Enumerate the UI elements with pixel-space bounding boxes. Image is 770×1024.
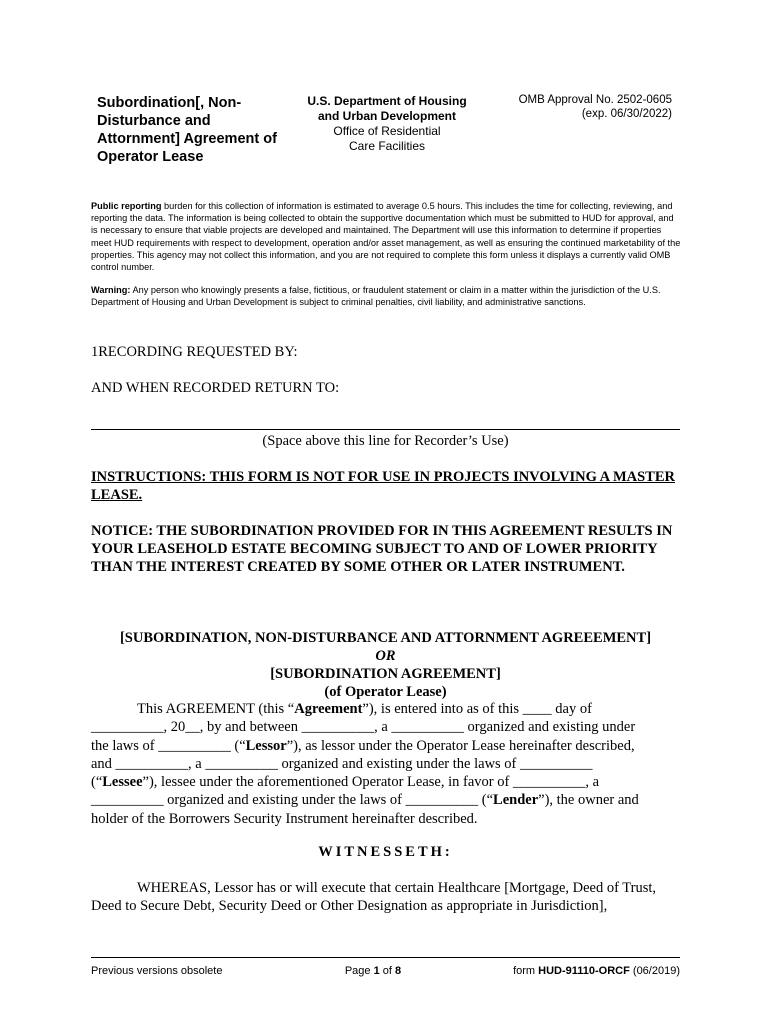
page-total: 8 <box>395 965 402 977</box>
whereas-line-1: WHEREAS, Lessor has or will execute that certain Healthcare [Mortgage, Deed of Trust, <box>137 880 657 896</box>
agreement-text: __________ organized and existing under the laws of __________ (“ <box>91 792 494 809</box>
footer-page-number <box>318 965 428 977</box>
agreement-line-6 <box>91 791 680 809</box>
warning-notice <box>91 284 681 308</box>
agreement-line-3 <box>91 737 680 755</box>
agency-line-4: Care Facilities <box>348 139 426 153</box>
heading-line-3: (of Operator Lease) <box>324 684 447 700</box>
heading-or: OR <box>375 648 396 664</box>
lender-term: Lender <box>493 792 539 809</box>
agency-line-3: Office of Residential <box>333 124 441 138</box>
agreement-line-4: and __________, a __________ organized and existing under the laws of __________ <box>91 755 593 772</box>
public-reporting-label: Public reporting <box>91 201 162 211</box>
warning-text: Any person who knowingly presents a false, fictitious, or fraudulent statement or claim in a matter within the jurisdiction of the U.S. Department of Housing and Urban Development is subject to criminal penalties, civil liability, and administrative sanctions. <box>91 285 661 308</box>
lessee-term: Lessee <box>102 774 143 791</box>
footer-divider <box>91 957 680 958</box>
heading-line-2-text: [SUBORDINATION AGREEMENT] <box>270 666 501 682</box>
agreement-term: Agreement <box>294 701 363 717</box>
page-label: Page <box>344 965 374 977</box>
whereas-line-2: Deed to Secure Debt, Security Deed or Other Designation as appropriate in Jurisdiction], <box>91 898 608 915</box>
footer-obsolete-note: Previous versions obsolete <box>91 965 223 977</box>
whereas-paragraph <box>91 879 686 916</box>
warning-label: Warning: <box>91 285 131 295</box>
agreement-text: ”), is entered into as of this ____ day of <box>362 701 592 717</box>
agreement-text: ”), as lessor under the Operator Lease hereinafter described, <box>286 737 635 754</box>
agency-line-1: U.S. Department of Housing <box>307 94 467 108</box>
agreement-paragraph <box>91 700 680 828</box>
agreement-line-7: holder of the Borrowers Security Instrument hereinafter described. <box>91 810 478 827</box>
form-date: (06/2019) <box>629 965 680 977</box>
public-reporting-text: burden for this collection of information is estimated to average 0.5 hours. This includes the time for collecting, reviewing, and reporting the data. The information is being collected to obtain the supportive documentation which must be submitted to HUD for approval, and is necessary to ensure that viable projects are developed and maintained. The Department will use this information to determine if properties meet HUD requirements with respect to development, operation and/or asset management, as well as ensuring the continued marketability of the properties. This agency may not collect this information, and you are not required to complete this form unless it displays a currently valid OMB control number. <box>91 201 681 273</box>
agreement-text: ”), the owner and <box>538 792 639 809</box>
heading-line-1: [SUBORDINATION, NON-DISTURBANCE AND ATTORNMENT AGREEEMENT] <box>119 630 652 646</box>
form-number: HUD-91110-ORCF <box>538 965 630 977</box>
agency-line-2: and Urban Development <box>317 109 457 123</box>
public-reporting-notice <box>91 200 681 273</box>
omb-approval <box>500 93 672 121</box>
lessor-term: Lessor <box>245 737 287 754</box>
omb-number: OMB Approval No. 2502-0605 <box>518 94 672 106</box>
agreement-text: ”), lessee under the aforementioned Operator Lease, in favor of __________, a <box>142 774 600 791</box>
heading-line-2 <box>91 647 680 683</box>
agreement-text: (“ <box>91 774 103 791</box>
page-of: of <box>379 965 396 977</box>
recorder-divider <box>91 429 680 430</box>
agreement-heading <box>91 629 680 701</box>
agreement-line-2: __________, 20__, by and between __________, a __________ organized and existing under <box>91 719 636 736</box>
agency-block <box>296 94 478 154</box>
instructions: INSTRUCTIONS: THIS FORM IS NOT FOR USE IN PROJECTS INVOLVING A MASTER LEASE. <box>91 469 676 503</box>
footer-form-id <box>470 965 680 977</box>
agreement-text: the laws of __________ (“ <box>91 737 246 754</box>
recording-requested-by: 1RECORDING REQUESTED BY: <box>91 344 298 360</box>
form-title: Subordination[, Non-Disturbance and Attornment] Agreement of Operator Lease <box>97 95 277 165</box>
recording-return-to: AND WHEN RECORDED RETURN TO: <box>91 380 340 396</box>
form-label: form <box>513 965 539 977</box>
agreement-line-5 <box>91 773 680 791</box>
agreement-line-1 <box>91 700 680 718</box>
recorder-space-note: (Space above this line for Recorder’s Use) <box>262 433 509 449</box>
notice: NOTICE: THE SUBORDINATION PROVIDED FOR IN THIS AGREEMENT RESULTS IN YOUR LEASEHOLD ESTATE BECOMING SUBJECT TO AND OF LOWER PRIORITY THAN THE INTEREST CREATED BY SOME OTHER OR LATER INSTRUMENT. <box>91 523 673 575</box>
page-current: 1 <box>373 965 380 977</box>
omb-expiration: (exp. 06/30/2022) <box>581 108 672 120</box>
agreement-text: This AGREEMENT (this “ <box>137 701 295 717</box>
witnesseth-heading: WITNESSETH: <box>318 844 453 860</box>
